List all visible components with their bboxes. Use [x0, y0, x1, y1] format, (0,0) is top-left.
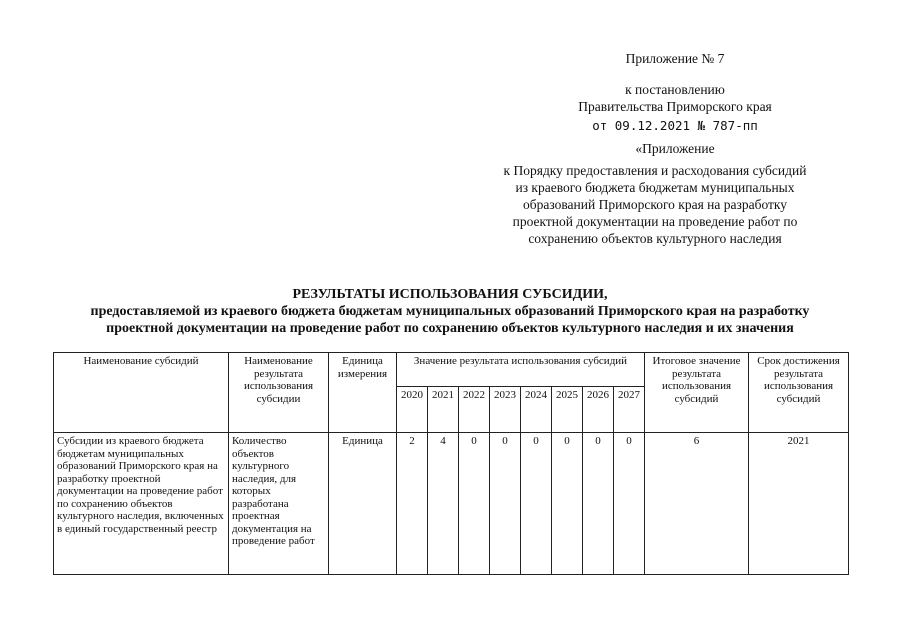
- cell-subsidy-name: Субсидии из краевого бюджета бюджетам муниципальных образований Приморского края на разработку проектной документации на проведение работ по сохранению объектов культурного наследия, включенных в единый государственный реестр: [54, 433, 229, 575]
- cell-deadline: 2021: [749, 433, 849, 575]
- header-year: 2022: [459, 387, 490, 433]
- results-table: [53, 352, 849, 575]
- cell-year-value: 0: [614, 433, 645, 575]
- government-label: Правительства Приморского края: [578, 99, 772, 114]
- header-year: 2026: [583, 387, 614, 433]
- document-subtitle-line-2: проектной документации на проведение работ по сохранению объектов культурного наследия и их значения: [106, 321, 794, 336]
- header-result-name: Наименование результата использования субсидии: [229, 353, 329, 433]
- cell-total: 6: [645, 433, 749, 575]
- order-reference: [470, 162, 840, 247]
- header-values-group: Значение результата использования субсидий: [397, 353, 645, 387]
- table-row: [54, 433, 849, 575]
- header-year: 2023: [490, 387, 521, 433]
- header-year: 2027: [614, 387, 645, 433]
- header-total: Итоговое значение результата использования субсидий: [645, 353, 749, 433]
- header-year: 2021: [428, 387, 459, 433]
- to-resolution-label: к постановлению: [625, 82, 725, 97]
- cell-result-name: Количество объектов культурного наследия, для которых разработана проектная документация на проведение работ: [229, 433, 329, 575]
- document-title: РЕЗУЛЬТАТЫ ИСПОЛЬЗОВАНИЯ СУБСИДИИ,: [292, 287, 608, 302]
- order-line: сохранению объектов культурного наследия: [528, 231, 782, 246]
- order-line: проектной документации на проведение работ по: [512, 214, 798, 229]
- header-year: 2024: [521, 387, 552, 433]
- header-deadline: Срок достижения результата использования субсидий: [749, 353, 849, 433]
- cell-year-value: 0: [459, 433, 490, 575]
- order-line: из краевого бюджета бюджетам муниципальных: [515, 180, 795, 195]
- cell-year-value: 0: [490, 433, 521, 575]
- order-line: к Порядку предоставления и расходования субсидий: [503, 163, 807, 178]
- cell-year-value: 0: [583, 433, 614, 575]
- appendix-number: Приложение № 7: [625, 51, 725, 66]
- header-year: 2020: [397, 387, 428, 433]
- cell-year-value: 4: [428, 433, 459, 575]
- cell-year-value: 0: [521, 433, 552, 575]
- quote-appendix-label: «Приложение: [635, 141, 715, 156]
- header-year: 2025: [552, 387, 583, 433]
- document-subtitle-line-1: предоставляемой из краевого бюджета бюджетам муниципальных образований Приморского края на разработку: [90, 304, 810, 319]
- table-header-row: [54, 353, 849, 387]
- header-unit: Единица измерения: [329, 353, 397, 433]
- cell-year-value: 2: [397, 433, 428, 575]
- order-line: образований Приморского края на разработку: [522, 197, 788, 212]
- resolution-date-line: от 09.12.2021 № 787-пп: [592, 118, 758, 133]
- header-subsidy-name: Наименование субсидий: [54, 353, 229, 433]
- cell-year-value: 0: [552, 433, 583, 575]
- cell-unit: Единица: [329, 433, 397, 575]
